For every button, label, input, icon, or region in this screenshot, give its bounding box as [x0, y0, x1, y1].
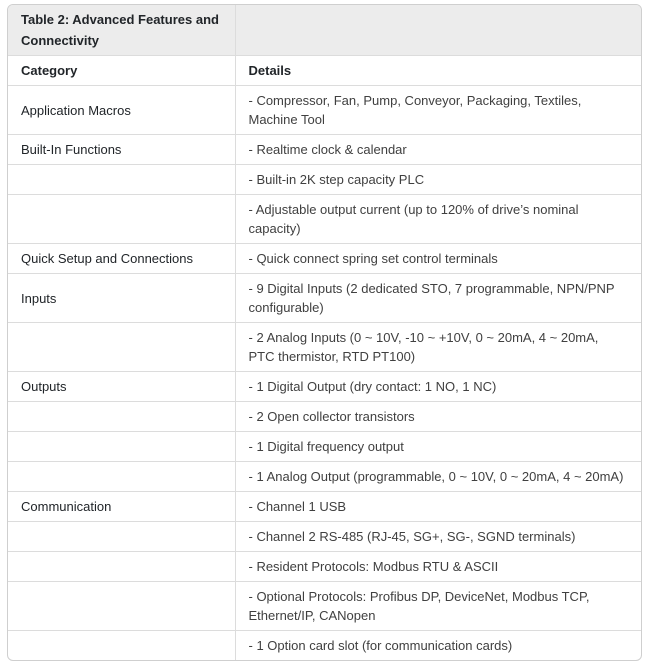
table-title: Table 2: Advanced Features and Connectivity — [8, 5, 235, 56]
table-row — [8, 244, 641, 274]
category-cell: Outputs — [8, 372, 235, 402]
category-cell — [8, 462, 235, 492]
category-cell: Inputs — [8, 274, 235, 323]
table-body — [8, 86, 641, 661]
detail-cell: - 1 Option card slot (for communication cards) — [235, 631, 641, 661]
detail-cell: - Built-in 2K step capacity PLC — [235, 165, 641, 195]
table-row — [8, 323, 641, 372]
table-row — [8, 402, 641, 432]
category-cell — [8, 165, 235, 195]
detail-cell: - 2 Analog Inputs (0 ~ 10V, -10 ~ +10V, 0 ~ 20mA, 4 ~ 20mA, PTC thermistor, RTD PT100) — [235, 323, 641, 372]
detail-cell: - Resident Protocols: Modbus RTU & ASCII — [235, 552, 641, 582]
detail-cell: - 1 Digital Output (dry contact: 1 NO, 1 NC) — [235, 372, 641, 402]
table-title-row — [8, 5, 641, 56]
category-cell: Application Macros — [8, 86, 235, 135]
column-header-details: Details — [235, 56, 641, 86]
detail-cell: - 2 Open collector transistors — [235, 402, 641, 432]
features-table — [7, 4, 642, 661]
table-row — [8, 492, 641, 522]
detail-cell: - 1 Digital frequency output — [235, 432, 641, 462]
category-cell: Built-In Functions — [8, 135, 235, 165]
category-cell — [8, 195, 235, 244]
detail-cell: - Channel 2 RS-485 (RJ-45, SG+, SG-, SGND terminals) — [235, 522, 641, 552]
detail-cell: - Realtime clock & calendar — [235, 135, 641, 165]
table-title-empty-cell — [235, 5, 641, 56]
table-row — [8, 195, 641, 244]
detail-cell: - Compressor, Fan, Pump, Conveyor, Packaging, Textiles, Machine Tool — [235, 86, 641, 135]
category-cell: Communication — [8, 492, 235, 522]
table-row — [8, 274, 641, 323]
table-row — [8, 631, 641, 661]
category-cell — [8, 323, 235, 372]
table-row — [8, 372, 641, 402]
category-cell — [8, 582, 235, 631]
table-header-row — [8, 56, 641, 86]
detail-cell: - Quick connect spring set control terminals — [235, 244, 641, 274]
detail-cell: - 1 Analog Output (programmable, 0 ~ 10V, 0 ~ 20mA, 4 ~ 20mA) — [235, 462, 641, 492]
column-header-category: Category — [8, 56, 235, 86]
table-row — [8, 522, 641, 552]
table-row — [8, 462, 641, 492]
table-row — [8, 165, 641, 195]
table-row — [8, 135, 641, 165]
detail-cell: - Adjustable output current (up to 120% of drive’s nominal capacity) — [235, 195, 641, 244]
spec-table — [8, 5, 641, 660]
category-cell — [8, 522, 235, 552]
category-cell: Quick Setup and Connections — [8, 244, 235, 274]
detail-cell: - Channel 1 USB — [235, 492, 641, 522]
category-cell — [8, 631, 235, 661]
table-row — [8, 552, 641, 582]
table-row — [8, 86, 641, 135]
detail-cell: - 9 Digital Inputs (2 dedicated STO, 7 programmable, NPN/PNP configurable) — [235, 274, 641, 323]
detail-cell: - Optional Protocols: Profibus DP, DeviceNet, Modbus TCP, Ethernet/IP, CANopen — [235, 582, 641, 631]
table-row — [8, 432, 641, 462]
table-row — [8, 582, 641, 631]
category-cell — [8, 432, 235, 462]
category-cell — [8, 552, 235, 582]
category-cell — [8, 402, 235, 432]
